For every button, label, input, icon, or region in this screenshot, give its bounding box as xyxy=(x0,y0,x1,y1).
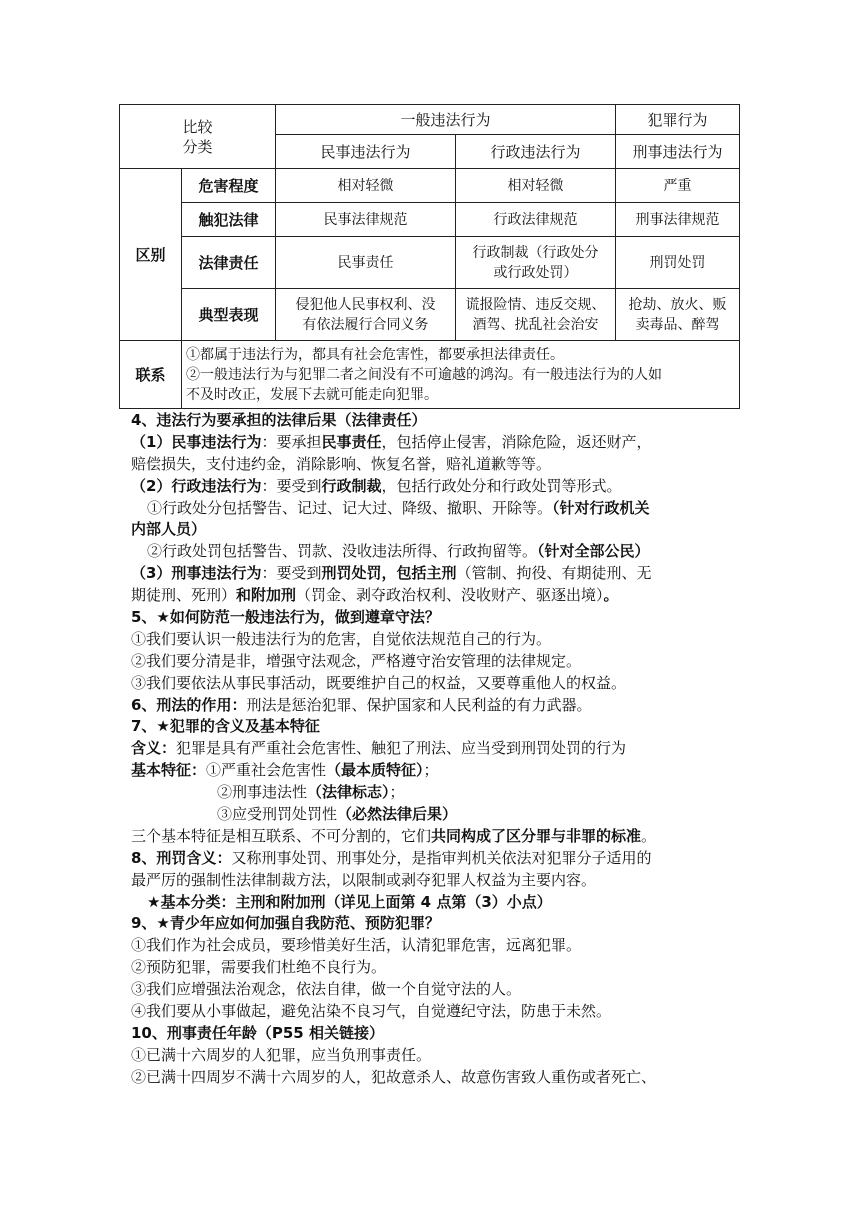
s4-p2-label: （2）行政违法行为 xyxy=(131,476,262,495)
difference-label: 区别 xyxy=(120,169,182,341)
cell-harm-criminal: 严重 xyxy=(616,169,740,203)
s7-feature-1 xyxy=(131,760,741,782)
table-corner-cell xyxy=(120,105,276,169)
cell-law-admin: 行政法律规范 xyxy=(456,203,616,237)
cell-examples-criminal-line2: 卖毒品、醉驾 xyxy=(635,316,720,333)
general-violation-header: 一般违法行为 xyxy=(276,105,616,135)
link-label: 联系 xyxy=(120,341,182,409)
section-9-title: 9、★青少年应如何加强自我防范、预防犯罪？ xyxy=(131,914,440,933)
s9-item-4: ④我们要从小事做起，避免沾染不良习气，自觉遵纪守法，防患于未然。 xyxy=(131,1002,612,1021)
s4-p3-text-b: （管制、拘役、有期徒刑、无 xyxy=(456,564,652,583)
s4-para2-sub2 xyxy=(131,541,741,563)
s7-feature-label: 基本特征： xyxy=(131,761,207,780)
s4-p3-label: （3）刑事违法行为 xyxy=(131,564,262,583)
s10-item-1: ①已满十六周岁的人犯罪，应当负刑事责任。 xyxy=(131,1045,432,1064)
cell-harm-civil: 相对轻微 xyxy=(276,169,456,203)
s4-p3-text-a: ：要受到 xyxy=(261,564,322,583)
s7-f1-text: ①严重社会危害性 xyxy=(206,761,327,780)
s4-para2-sub1-line2: 内部人员） xyxy=(131,520,207,539)
cell-examples-admin-line2: 酒驾、扰乱社会治安 xyxy=(472,316,599,333)
criminal-violation-header: 刑事违法行为 xyxy=(616,135,740,169)
s5-item-2: ②我们要分清是非，增强守法观念，严格遵守治安管理的法律规定。 xyxy=(131,651,582,670)
s7-sum-a: 三个基本特征是相互联系、不可分割的，它们 xyxy=(131,826,432,845)
civil-violation-header: 民事违法行为 xyxy=(276,135,456,169)
cell-liability-civil: 民事责任 xyxy=(276,237,456,289)
cell-liability-admin-line1: 行政制裁（行政处分 xyxy=(472,244,599,261)
s4-p1-key: 民事责任 xyxy=(321,432,382,451)
s9-item-1: ①我们作为社会成员，要珍惜美好生活，认清犯罪危害，远离犯罪。 xyxy=(131,936,582,955)
link-line-3: 不及时改正，发展下去就可能走向犯罪。 xyxy=(186,386,438,403)
cell-liability-criminal: 刑罚处罚 xyxy=(616,237,740,289)
section-6-title: 6、刑法的作用： xyxy=(131,695,247,714)
s7-sum-end: 。 xyxy=(641,826,657,845)
s4-p1-text-b: ，包括停止侵害，消除危险，返还财产， xyxy=(381,432,652,451)
s7-f3-note: （必然法律后果） xyxy=(337,805,458,824)
s4-p1-label: （1）民事违法行为 xyxy=(131,432,262,451)
s9-item-2: ②预防犯罪，需要我们杜绝不良行为。 xyxy=(131,958,387,977)
s7-f2-end: ； xyxy=(389,783,405,802)
link-line-2: ②一般违法行为与犯罪二者之间没有不可逾越的鸿沟。有一般违法行为的人如 xyxy=(186,366,662,383)
section-6 xyxy=(131,695,741,717)
row-label-liability: 法律责任 xyxy=(182,237,276,289)
s7-f1-note: （最本质特征） xyxy=(326,761,424,780)
s10-item-2: ②已满十四周岁不满十六周岁的人，犯故意杀人、故意伤害致人重伤或者死亡、 xyxy=(131,1067,657,1086)
row-label-harm: 危害程度 xyxy=(182,169,276,203)
corner-bottom-label: 分类 xyxy=(182,137,213,156)
s4-p2-text-b: ，包括行政处分和行政处罚等形式。 xyxy=(381,476,622,495)
s7-f2-note: （法律标志） xyxy=(307,783,390,802)
s4-p2-sub1-note: （针对行政机关 xyxy=(552,498,650,517)
comparison-table xyxy=(119,104,740,409)
cell-law-civil: 民事法律规范 xyxy=(276,203,456,237)
s4-p2-sub2-text: ②行政处罚包括警告、罚款、没收违法所得、行政拘留等。 xyxy=(147,542,538,561)
cell-examples-admin-line1: 谎报险情、违反交规、 xyxy=(465,296,606,313)
s7-f1-end: ； xyxy=(423,761,439,780)
cell-examples-criminal-line1: 抢劫、放火、贩 xyxy=(628,296,727,313)
s7-sum-key: 共同构成了区分罪与非罪的标准 xyxy=(431,826,642,845)
s7-def-text: 犯罪是具有严重社会危害性、触犯了刑法、应当受到刑罚处罚的行为 xyxy=(176,739,627,758)
link-line-1: ①都属于违法行为，都具有社会危害性，都要承担法律责任。 xyxy=(186,346,564,363)
s4-para3-line1 xyxy=(131,563,741,585)
s4-para2-sub1-line1 xyxy=(131,498,741,520)
s4-p2-text-a: ：要受到 xyxy=(261,476,322,495)
admin-violation-header: 行政违法行为 xyxy=(456,135,616,169)
section-8-title: 8、刑罚含义： xyxy=(131,848,232,867)
s7-feature-2 xyxy=(131,782,741,804)
section-7-title: 7、★犯罪的含义及基本特征 xyxy=(131,717,320,736)
row-label-examples: 典型表现 xyxy=(182,289,276,341)
s4-p3-l2-key: 和附加刑 xyxy=(236,586,297,605)
s4-p3-l2-a: 期徒刑、死刑） xyxy=(131,586,237,605)
s8-line2: 最严厉的强制性法律制裁方法，以限制或剥夺犯罪人权益为主要内容。 xyxy=(131,870,597,889)
s9-item-3: ③我们应增强法治观念，依法自律，做一个自觉守法的人。 xyxy=(131,980,522,999)
row-label-law: 触犯法律 xyxy=(182,203,276,237)
s8-text-1: 又称刑事处罚、刑事处分，是指审判机关依法对犯罪分子适用的 xyxy=(231,848,652,867)
s7-definition xyxy=(131,738,741,760)
s7-feature-3 xyxy=(131,804,741,826)
section-10-title: 10、刑事责任年龄（P55 相关链接） xyxy=(131,1023,384,1042)
corner-top-label: 比较 xyxy=(182,117,213,136)
section-6-text: 刑法是惩治犯罪、保护国家和人民利益的有力武器。 xyxy=(246,695,592,714)
cell-liability-admin xyxy=(456,237,616,289)
s4-para1-line1 xyxy=(131,432,741,454)
s8-subtype: ★基本分类：主刑和附加刑（详见上面第 4 点第（3）小点） xyxy=(147,892,552,911)
s4-para1-line2: 赔偿损失，支付违约金，消除影响、恢复名誉，赔礼道歉等等。 xyxy=(131,454,552,473)
s4-para2-line1 xyxy=(131,476,741,498)
s7-summary xyxy=(131,826,741,848)
s7-f2-text: ②刑事违法性 xyxy=(217,783,308,802)
cell-examples-civil-line2: 有依法履行合同义务 xyxy=(302,316,429,333)
s8-line1 xyxy=(131,848,741,870)
s5-item-1: ①我们要认识一般违法行为的危害，自觉依法规范自己的行为。 xyxy=(131,629,552,648)
s4-p2-sub1-text: ①行政处分包括警告、记过、记大过、降级、撤职、开除等。 xyxy=(147,498,553,517)
cell-examples-criminal xyxy=(616,289,740,341)
s7-f3-text: ③应受刑罚处罚性 xyxy=(217,805,338,824)
section-4-title: 4、违法行为要承担的法律后果（法律责任） xyxy=(131,411,427,429)
crime-header: 犯罪行为 xyxy=(616,105,740,135)
cell-examples-civil xyxy=(276,289,456,341)
section-5-title: 5、★如何防范一般违法行为，做到遵章守法？ xyxy=(131,608,440,627)
cell-examples-civil-line1: 侵犯他人民事权利、没 xyxy=(295,296,436,313)
s4-p3-l2-end: 。 xyxy=(603,586,619,605)
s4-para3-line2 xyxy=(131,585,741,607)
cell-harm-admin: 相对轻微 xyxy=(456,169,616,203)
cell-examples-admin xyxy=(456,289,616,341)
link-text xyxy=(182,341,740,409)
s4-p3-key: 刑罚处罚，包括主刑 xyxy=(321,564,457,583)
cell-law-criminal: 刑事法律规范 xyxy=(616,203,740,237)
s5-item-3: ③我们要依法从事民事活动，既要维护自己的权益，又要尊重他人的权益。 xyxy=(131,673,627,692)
s4-p2-key: 行政制裁 xyxy=(321,476,382,495)
s4-p3-l2-c: （罚金、剥夺政治权利、没收财产、驱逐出境） xyxy=(296,586,604,605)
s4-p2-sub2-note: （针对全部公民） xyxy=(537,542,650,561)
s7-def-label: 含义： xyxy=(131,739,177,758)
s4-p1-text-a: ：要承担 xyxy=(261,432,322,451)
cell-liability-admin-line2: 或行政处罚） xyxy=(493,264,578,281)
notes-body xyxy=(131,410,741,1089)
